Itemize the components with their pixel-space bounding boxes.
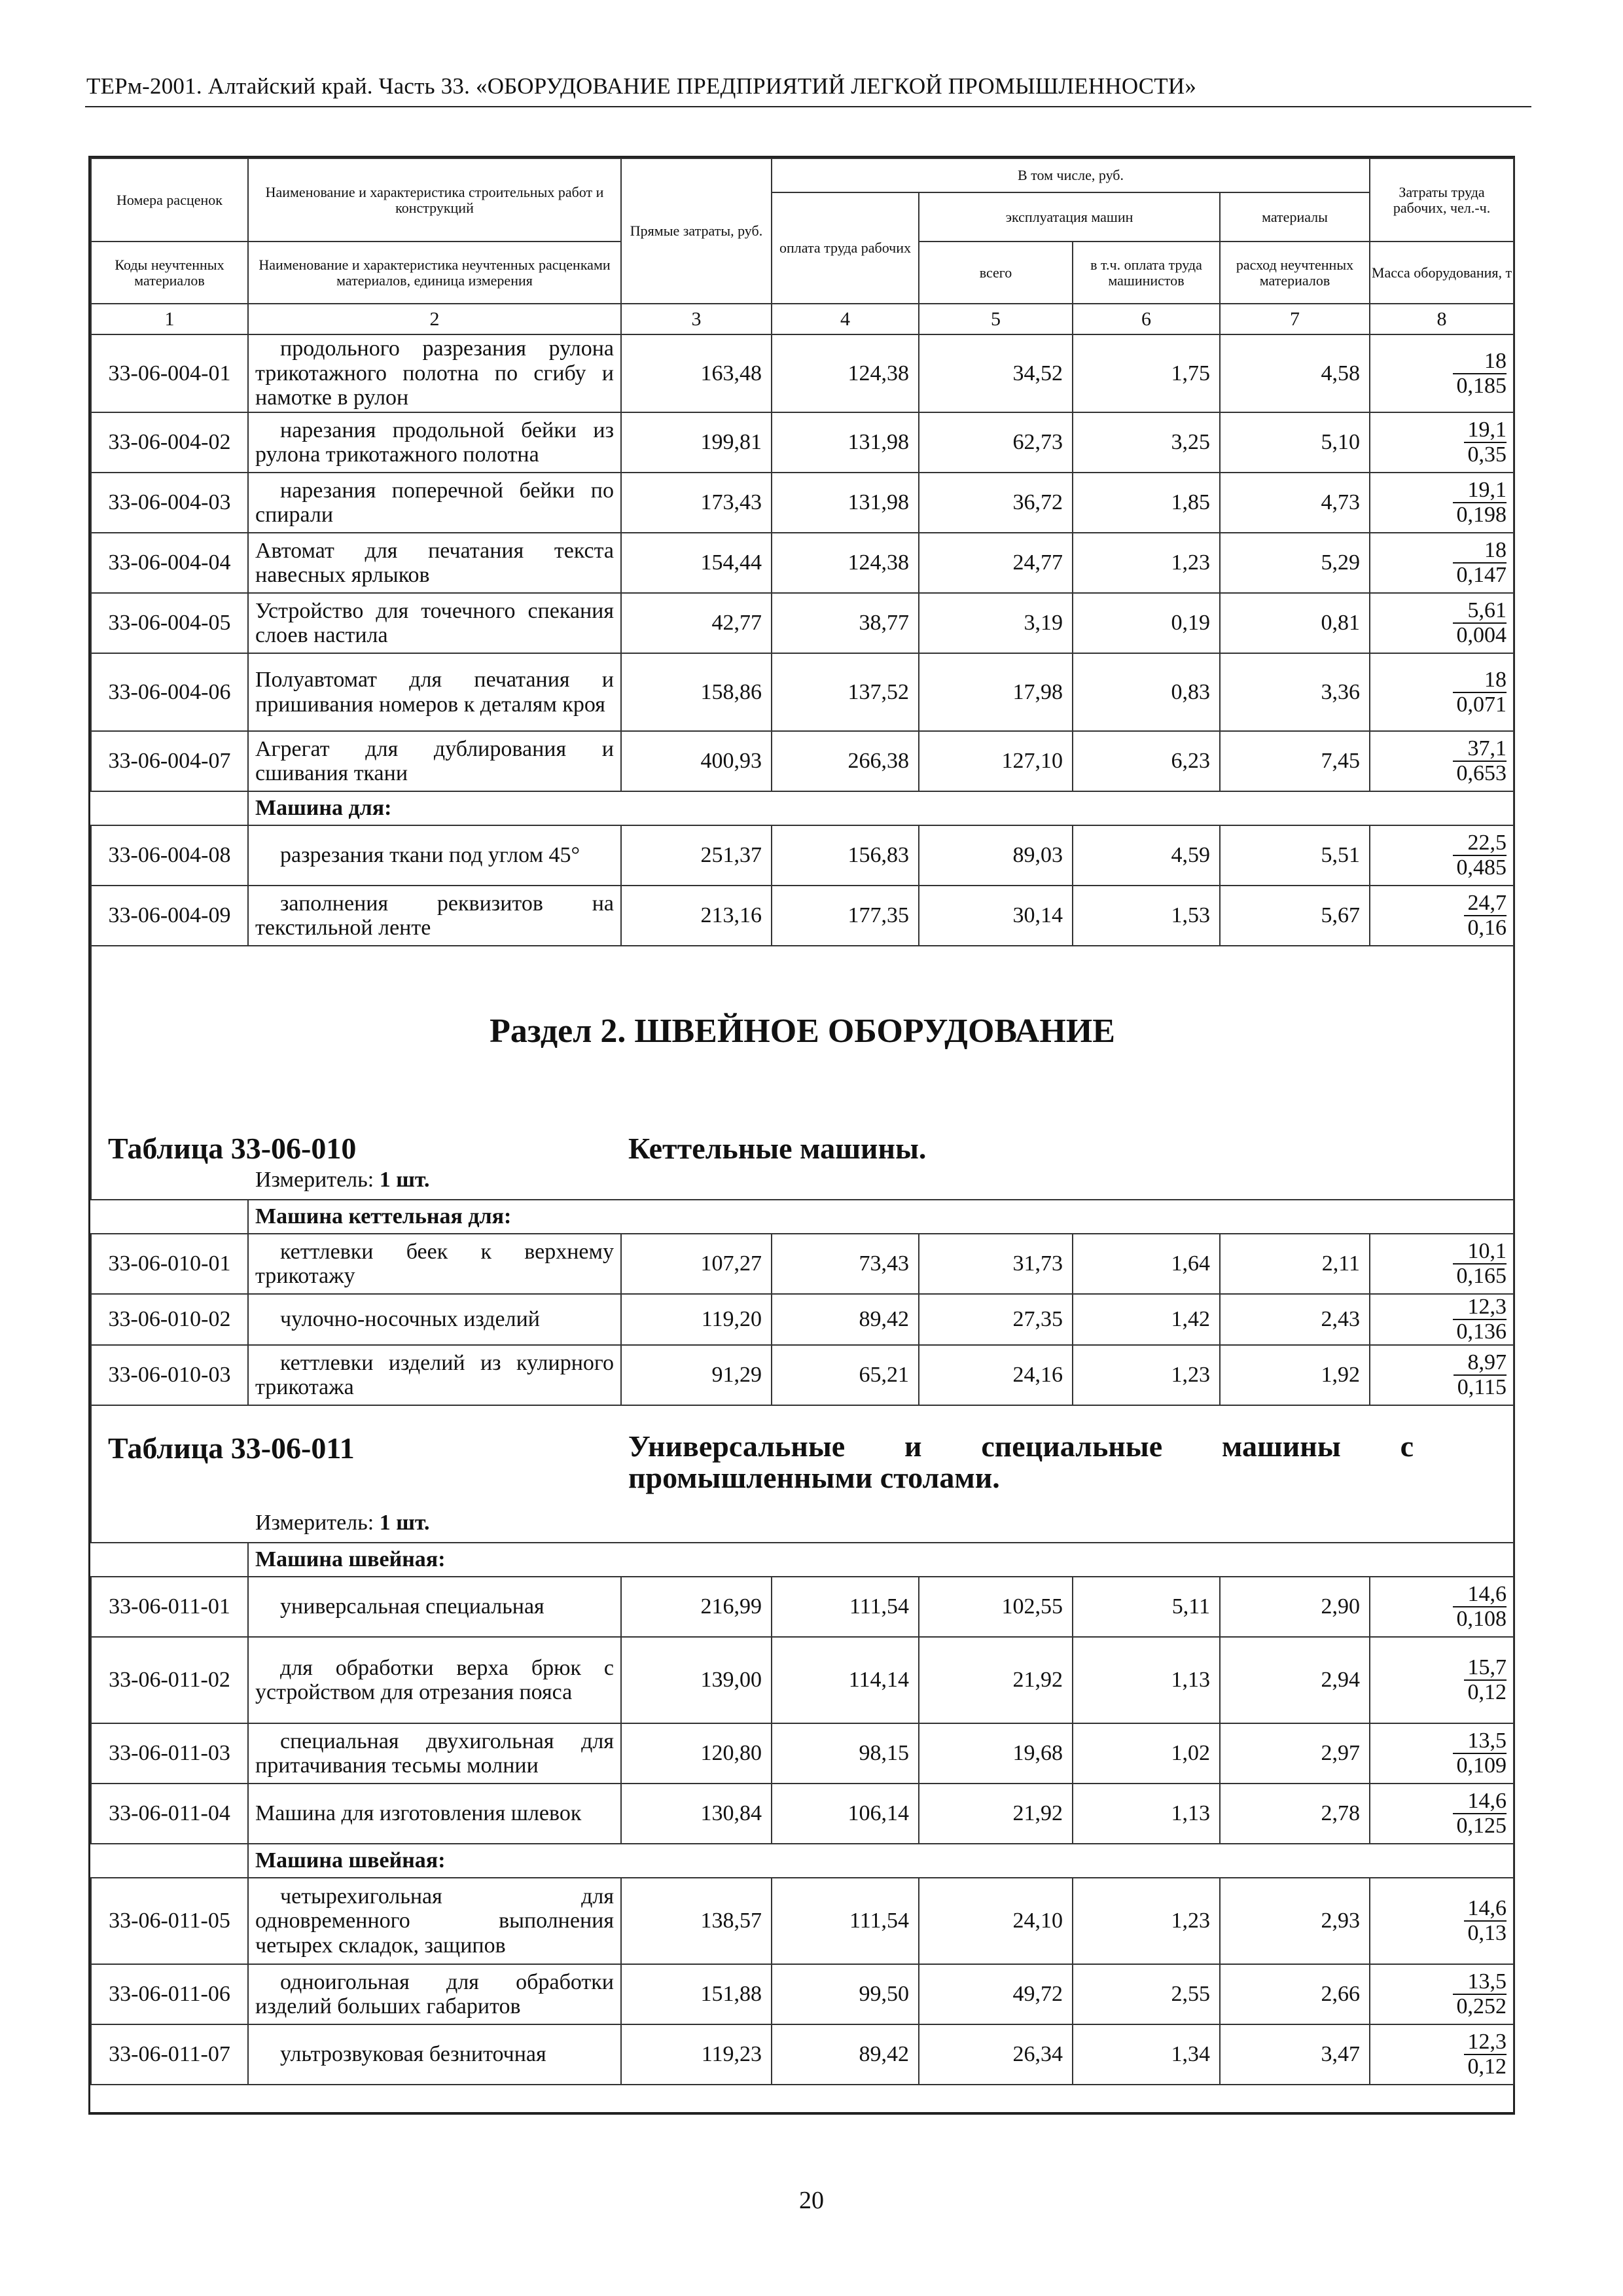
table-row — [91, 2024, 1514, 2085]
table-row — [91, 653, 1514, 731]
materials-cost: 2,43 — [1220, 1294, 1370, 1345]
labor-and-mass — [1370, 1637, 1514, 1723]
materials-cost: 2,90 — [1220, 1577, 1370, 1637]
table-row — [91, 1637, 1514, 1723]
materials-cost: 5,67 — [1220, 886, 1370, 946]
direct-cost: 158,86 — [621, 653, 772, 731]
machine-labor: 0,19 — [1073, 593, 1220, 653]
machine-total: 102,55 — [919, 1577, 1073, 1637]
rate-code: 33-06-011-07 — [91, 2024, 248, 2085]
rate-description — [248, 1784, 621, 1844]
rates-grid — [90, 158, 1514, 2085]
description-text: чулочно-носочных изделий — [280, 1307, 540, 1332]
materials-cost: 4,73 — [1220, 473, 1370, 533]
rate-code: 33-06-011-03 — [91, 1723, 248, 1784]
materials-cost: 1,92 — [1220, 1345, 1370, 1405]
column-numbers-row — [91, 304, 1514, 334]
labor-and-mass — [1370, 2024, 1514, 2085]
equipment-mass: 0,12 — [1464, 2054, 1507, 2079]
hdr-labor-pay: оплата труда рабочих — [772, 192, 919, 304]
hdr-machine-labor: в т.ч. оплата труда машинистов — [1073, 242, 1220, 304]
machine-labor: 1,23 — [1073, 1345, 1220, 1405]
equipment-mass: 0,252 — [1453, 1994, 1507, 2018]
labor-hours: 14,6 — [1467, 1582, 1507, 1607]
rate-description — [248, 1964, 621, 2024]
labor-hours: 24,7 — [1467, 891, 1507, 916]
header-row-1 — [91, 158, 1514, 192]
equipment-mass: 0,16 — [1464, 915, 1507, 940]
rate-code: 33-06-011-02 — [91, 1637, 248, 1723]
table-row — [91, 334, 1514, 412]
group-label: Машина швейная: — [248, 1543, 1514, 1577]
direct-cost: 138,57 — [621, 1878, 772, 1964]
materials-cost: 2,11 — [1220, 1234, 1370, 1294]
table-row — [91, 1723, 1514, 1784]
direct-cost: 251,37 — [621, 825, 772, 886]
group-row — [91, 791, 1514, 825]
direct-cost: 107,27 — [621, 1234, 772, 1294]
hdr-mass: Масса оборудования, т — [1370, 242, 1514, 304]
machine-total: 49,72 — [919, 1964, 1073, 2024]
machine-total: 24,77 — [919, 533, 1073, 593]
rate-code: 33-06-004-05 — [91, 593, 248, 653]
labor-and-mass — [1370, 1234, 1514, 1294]
col-number: 8 — [1370, 304, 1514, 334]
labor-hours: 19,1 — [1467, 478, 1507, 503]
description-text: Агрегат для дублирования и сшивания ткани — [255, 736, 614, 785]
page-number: 20 — [799, 2187, 824, 2214]
direct-cost: 400,93 — [621, 731, 772, 791]
table-011-block — [91, 1405, 1514, 1543]
rate-description — [248, 334, 621, 412]
rate-description — [248, 473, 621, 533]
group-row — [91, 1543, 1514, 1577]
machine-labor: 1,13 — [1073, 1637, 1220, 1723]
labor-and-mass — [1370, 1878, 1514, 1964]
materials-cost: 4,58 — [1220, 334, 1370, 412]
machine-total: 89,03 — [919, 825, 1073, 886]
machine-labor: 1,23 — [1073, 1878, 1220, 1964]
table-010-measure — [255, 1168, 430, 1193]
direct-cost: 173,43 — [621, 473, 772, 533]
section-title: Раздел 2. ШВЕЙНОЕ ОБОРУДОВАНИЕ — [490, 1013, 1115, 1050]
labor-pay: 98,15 — [772, 1723, 919, 1784]
group-label: Машина кеттельная для: — [248, 1200, 1514, 1234]
labor-pay: 137,52 — [772, 653, 919, 731]
labor-pay: 89,42 — [772, 2024, 919, 2085]
materials-cost: 2,97 — [1220, 1723, 1370, 1784]
labor-and-mass — [1370, 473, 1514, 533]
direct-cost: 119,20 — [621, 1294, 772, 1345]
machine-labor: 1,02 — [1073, 1723, 1220, 1784]
hdr-col2-top: Наименование и характеристика строительных работ и конструкций — [248, 158, 621, 242]
table-row — [91, 533, 1514, 593]
rate-code: 33-06-011-06 — [91, 1964, 248, 2024]
labor-pay: 65,21 — [772, 1345, 919, 1405]
description-text: универсальная специальная — [280, 1594, 544, 1619]
machine-total: 21,92 — [919, 1637, 1073, 1723]
labor-pay: 89,42 — [772, 1294, 919, 1345]
labor-hours: 10,1 — [1467, 1239, 1507, 1264]
direct-cost: 139,00 — [621, 1637, 772, 1723]
labor-pay: 111,54 — [772, 1878, 919, 1964]
rate-code: 33-06-010-02 — [91, 1294, 248, 1345]
direct-cost: 163,48 — [621, 334, 772, 412]
machine-labor: 1,85 — [1073, 473, 1220, 533]
rate-description — [248, 1294, 621, 1345]
equipment-mass: 0,165 — [1453, 1263, 1507, 1288]
machine-total: 27,35 — [919, 1294, 1073, 1345]
machine-total: 31,73 — [919, 1234, 1073, 1294]
direct-cost: 42,77 — [621, 593, 772, 653]
machine-total: 3,19 — [919, 593, 1073, 653]
rate-description — [248, 1878, 621, 1964]
labor-and-mass — [1370, 886, 1514, 946]
labor-and-mass — [1370, 1294, 1514, 1345]
rate-description — [248, 412, 621, 473]
description-text: заполнения реквизитов на текстильной ленте — [255, 891, 614, 940]
rate-code: 33-06-011-01 — [91, 1577, 248, 1637]
labor-hours: 12,3 — [1467, 2030, 1507, 2054]
equipment-mass: 0,071 — [1453, 692, 1507, 717]
equipment-mass: 0,12 — [1464, 1679, 1507, 1704]
direct-cost: 130,84 — [621, 1784, 772, 1844]
labor-pay: 38,77 — [772, 593, 919, 653]
rate-description — [248, 653, 621, 731]
equipment-mass: 0,108 — [1453, 1606, 1507, 1631]
table-row — [91, 731, 1514, 791]
hdr-col3: Прямые затраты, руб. — [621, 158, 772, 304]
labor-pay: 99,50 — [772, 1964, 919, 2024]
labor-and-mass — [1370, 731, 1514, 791]
labor-and-mass — [1370, 653, 1514, 731]
measure-value: 1 шт. — [379, 1511, 430, 1535]
group-row — [91, 1844, 1514, 1878]
table-row — [91, 1784, 1514, 1844]
group-label: Машина для: — [248, 791, 1514, 825]
equipment-mass: 0,185 — [1453, 373, 1507, 398]
labor-hours: 13,5 — [1467, 1729, 1507, 1753]
hdr-machine-total: всего — [919, 242, 1073, 304]
machine-total: 17,98 — [919, 653, 1073, 731]
labor-pay: 73,43 — [772, 1234, 919, 1294]
direct-cost: 154,44 — [621, 533, 772, 593]
labor-hours: 18 — [1484, 538, 1507, 563]
col-number: 2 — [248, 304, 621, 334]
labor-and-mass — [1370, 1345, 1514, 1405]
machine-labor: 4,59 — [1073, 825, 1220, 886]
description-text: разрезания ткани под углом 45° — [280, 843, 580, 868]
col-number: 5 — [919, 304, 1073, 334]
machine-total: 24,16 — [919, 1345, 1073, 1405]
rate-description — [248, 1345, 621, 1405]
description-text: Полуавтомат для печатания и пришивания номеров к деталям кроя — [255, 668, 614, 717]
rate-description — [248, 731, 621, 791]
labor-hours: 15,7 — [1467, 1655, 1507, 1680]
table-row — [91, 1234, 1514, 1294]
labor-hours: 12,3 — [1467, 1295, 1507, 1319]
machine-total: 21,92 — [919, 1784, 1073, 1844]
labor-pay: 131,98 — [772, 412, 919, 473]
direct-cost: 216,99 — [621, 1577, 772, 1637]
labor-pay: 114,14 — [772, 1637, 919, 1723]
rate-code: 33-06-011-05 — [91, 1878, 248, 1964]
labor-pay: 156,83 — [772, 825, 919, 886]
equipment-mass: 0,198 — [1453, 502, 1507, 527]
machine-labor: 6,23 — [1073, 731, 1220, 791]
direct-cost: 119,23 — [621, 2024, 772, 2085]
machine-labor: 0,83 — [1073, 653, 1220, 731]
machine-labor: 1,42 — [1073, 1294, 1220, 1345]
rate-description — [248, 2024, 621, 2085]
description-text: продольного разрезания рулона трикотажного полотна по сгибу и намотке в рулон — [255, 336, 614, 410]
machine-labor: 3,25 — [1073, 412, 1220, 473]
materials-cost: 3,36 — [1220, 653, 1370, 731]
table-010-label: Таблица 33-06-010 — [108, 1132, 357, 1165]
machine-total: 19,68 — [919, 1723, 1073, 1784]
table-row — [91, 593, 1514, 653]
col-number: 4 — [772, 304, 919, 334]
direct-cost: 199,81 — [621, 412, 772, 473]
description-text: одноигольная для обработки изделий больших габаритов — [255, 1969, 614, 2018]
labor-hours: 13,5 — [1467, 1969, 1507, 1994]
labor-pay: 177,35 — [772, 886, 919, 946]
equipment-mass: 0,13 — [1464, 1920, 1507, 1945]
labor-hours: 19,1 — [1467, 418, 1507, 442]
materials-cost: 0,81 — [1220, 593, 1370, 653]
col-number: 3 — [621, 304, 772, 334]
rate-description — [248, 1723, 621, 1784]
rate-description — [248, 1637, 621, 1723]
hdr-col2-bottom: Наименование и характеристика неучтенных расценками материалов, единица измерения — [248, 242, 621, 304]
machine-labor: 1,53 — [1073, 886, 1220, 946]
description-text: Машина для изготовления шлевок — [255, 1801, 582, 1826]
description-text: для обработки верха брюк с устройством для отрезания пояса — [255, 1655, 614, 1704]
materials-cost: 5,10 — [1220, 412, 1370, 473]
rate-description — [248, 1577, 621, 1637]
materials-cost: 3,47 — [1220, 2024, 1370, 2085]
table-011-title: Универсальные и специальные машины с промышленными столами. — [628, 1429, 1414, 1495]
labor-hours: 18 — [1484, 348, 1507, 373]
measure-label: Измеритель: — [255, 1168, 374, 1192]
table-010-title: Кеттельные машины. — [628, 1132, 927, 1165]
labor-and-mass — [1370, 1784, 1514, 1844]
col-number: 7 — [1220, 304, 1370, 334]
description-text: Автомат для печатания текста навесных ярлыков — [255, 538, 614, 587]
rate-code: 33-06-011-04 — [91, 1784, 248, 1844]
machine-labor: 1,34 — [1073, 2024, 1220, 2085]
labor-and-mass — [1370, 825, 1514, 886]
labor-hours: 5,61 — [1467, 598, 1507, 623]
header-rule — [85, 106, 1531, 107]
rate-code: 33-06-004-07 — [91, 731, 248, 791]
group-label: Машина швейная: — [248, 1844, 1514, 1878]
labor-and-mass — [1370, 1723, 1514, 1784]
machine-labor: 2,55 — [1073, 1964, 1220, 2024]
description-text: четырехигольная для одновременного выполнения четырех складок, защипов — [255, 1884, 614, 1958]
rate-description — [248, 886, 621, 946]
description-text: кеттлевки беек к верхнему трикотажу — [255, 1239, 614, 1288]
machine-total: 62,73 — [919, 412, 1073, 473]
description-text: ультрозвуковая безниточная — [280, 2042, 546, 2067]
labor-pay: 124,38 — [772, 334, 919, 412]
labor-pay: 111,54 — [772, 1577, 919, 1637]
equipment-mass: 0,136 — [1453, 1319, 1507, 1344]
table-row — [91, 1964, 1514, 2024]
section-block — [91, 946, 1514, 1200]
table-row — [91, 886, 1514, 946]
machine-labor: 1,23 — [1073, 533, 1220, 593]
labor-pay: 266,38 — [772, 731, 919, 791]
machine-total: 30,14 — [919, 886, 1073, 946]
machine-labor: 1,64 — [1073, 1234, 1220, 1294]
hdr-col1-bottom: Коды неучтенных материалов — [91, 242, 248, 304]
equipment-mass: 0,004 — [1453, 622, 1507, 647]
labor-hours: 37,1 — [1467, 736, 1507, 761]
labor-and-mass — [1370, 593, 1514, 653]
col-number: 1 — [91, 304, 248, 334]
table-row — [91, 1345, 1514, 1405]
equipment-mass: 0,125 — [1453, 1813, 1507, 1838]
rates-table — [88, 156, 1515, 2115]
description-text: Устройство для точечного спекания слоев настила — [255, 598, 614, 647]
rate-code: 33-06-004-01 — [91, 334, 248, 412]
materials-cost: 5,51 — [1220, 825, 1370, 886]
labor-pay: 124,38 — [772, 533, 919, 593]
direct-cost: 213,16 — [621, 886, 772, 946]
hdr-materials: материалы — [1220, 192, 1370, 242]
equipment-mass: 0,653 — [1453, 761, 1507, 785]
description-text: специальная двухигольная для притачивания тесьмы молнии — [255, 1729, 614, 1778]
rate-code: 33-06-010-03 — [91, 1345, 248, 1405]
hdr-col1-top: Номера расценок — [91, 158, 248, 242]
hdr-labor-cost: Затраты труда рабочих, чел.-ч. — [1370, 158, 1514, 242]
hdr-in-total: В том числе, руб. — [772, 158, 1370, 192]
measure-value: 1 шт. — [379, 1168, 430, 1192]
equipment-mass: 0,35 — [1464, 442, 1507, 467]
labor-and-mass — [1370, 1577, 1514, 1637]
labor-hours: 14,6 — [1467, 1789, 1507, 1814]
description-text: кеттлевки изделий из кулирного трикотажа — [255, 1350, 614, 1399]
direct-cost: 151,88 — [621, 1964, 772, 2024]
rate-code: 33-06-004-08 — [91, 825, 248, 886]
description-text: нарезания продольной бейки из рулона трикотажного полотна — [255, 418, 614, 467]
direct-cost: 120,80 — [621, 1723, 772, 1784]
table-row — [91, 1878, 1514, 1964]
rate-description — [248, 1234, 621, 1294]
direct-cost: 91,29 — [621, 1345, 772, 1405]
materials-cost: 7,45 — [1220, 731, 1370, 791]
materials-cost: 5,29 — [1220, 533, 1370, 593]
hdr-materials-bottom: расход неучтенных материалов — [1220, 242, 1370, 304]
labor-and-mass — [1370, 533, 1514, 593]
equipment-mass: 0,147 — [1453, 562, 1507, 587]
labor-hours: 18 — [1484, 667, 1507, 692]
labor-and-mass — [1370, 412, 1514, 473]
rate-description — [248, 533, 621, 593]
table-011-label: Таблица 33-06-011 — [108, 1431, 355, 1465]
labor-and-mass — [1370, 1964, 1514, 2024]
labor-hours: 8,97 — [1467, 1350, 1507, 1375]
machine-labor: 1,13 — [1073, 1784, 1220, 1844]
description-text: нарезания поперечной бейки по спирали — [255, 478, 614, 527]
running-header: ТЕРм-2001. Алтайский край. Часть 33. «ОБОРУДОВАНИЕ ПРЕДПРИЯТИЙ ЛЕГКОЙ ПРОМЫШЛЕННОСТИ» — [86, 73, 1197, 99]
table-row — [91, 412, 1514, 473]
rate-code: 33-06-004-09 — [91, 886, 248, 946]
col-number: 6 — [1073, 304, 1220, 334]
equipment-mass: 0,115 — [1454, 1374, 1507, 1399]
table-011-measure — [255, 1511, 430, 1535]
rate-code: 33-06-004-04 — [91, 533, 248, 593]
hdr-machine-ops: эксплуатация машин — [919, 192, 1220, 242]
materials-cost: 2,78 — [1220, 1784, 1370, 1844]
machine-total: 127,10 — [919, 731, 1073, 791]
group-row — [91, 1200, 1514, 1234]
table-row — [91, 1577, 1514, 1637]
rate-description — [248, 825, 621, 886]
labor-and-mass — [1370, 334, 1514, 412]
labor-hours: 14,6 — [1467, 1896, 1507, 1921]
machine-total: 24,10 — [919, 1878, 1073, 1964]
machine-labor: 5,11 — [1073, 1577, 1220, 1637]
rate-code: 33-06-004-06 — [91, 653, 248, 731]
materials-cost: 2,94 — [1220, 1637, 1370, 1723]
machine-total: 36,72 — [919, 473, 1073, 533]
labor-pay: 131,98 — [772, 473, 919, 533]
rate-code: 33-06-004-03 — [91, 473, 248, 533]
machine-total: 34,52 — [919, 334, 1073, 412]
rate-code: 33-06-004-02 — [91, 412, 248, 473]
table-row — [91, 825, 1514, 886]
machine-total: 26,34 — [919, 2024, 1073, 2085]
labor-pay: 106,14 — [772, 1784, 919, 1844]
labor-hours: 22,5 — [1467, 831, 1507, 855]
equipment-mass: 0,485 — [1453, 855, 1507, 880]
table-row — [91, 1294, 1514, 1345]
measure-label: Измеритель: — [255, 1511, 374, 1535]
equipment-mass: 0,109 — [1453, 1753, 1507, 1778]
rate-description — [248, 593, 621, 653]
table-row — [91, 473, 1514, 533]
materials-cost: 2,66 — [1220, 1964, 1370, 2024]
rate-code: 33-06-010-01 — [91, 1234, 248, 1294]
materials-cost: 2,93 — [1220, 1878, 1370, 1964]
machine-labor: 1,75 — [1073, 334, 1220, 412]
